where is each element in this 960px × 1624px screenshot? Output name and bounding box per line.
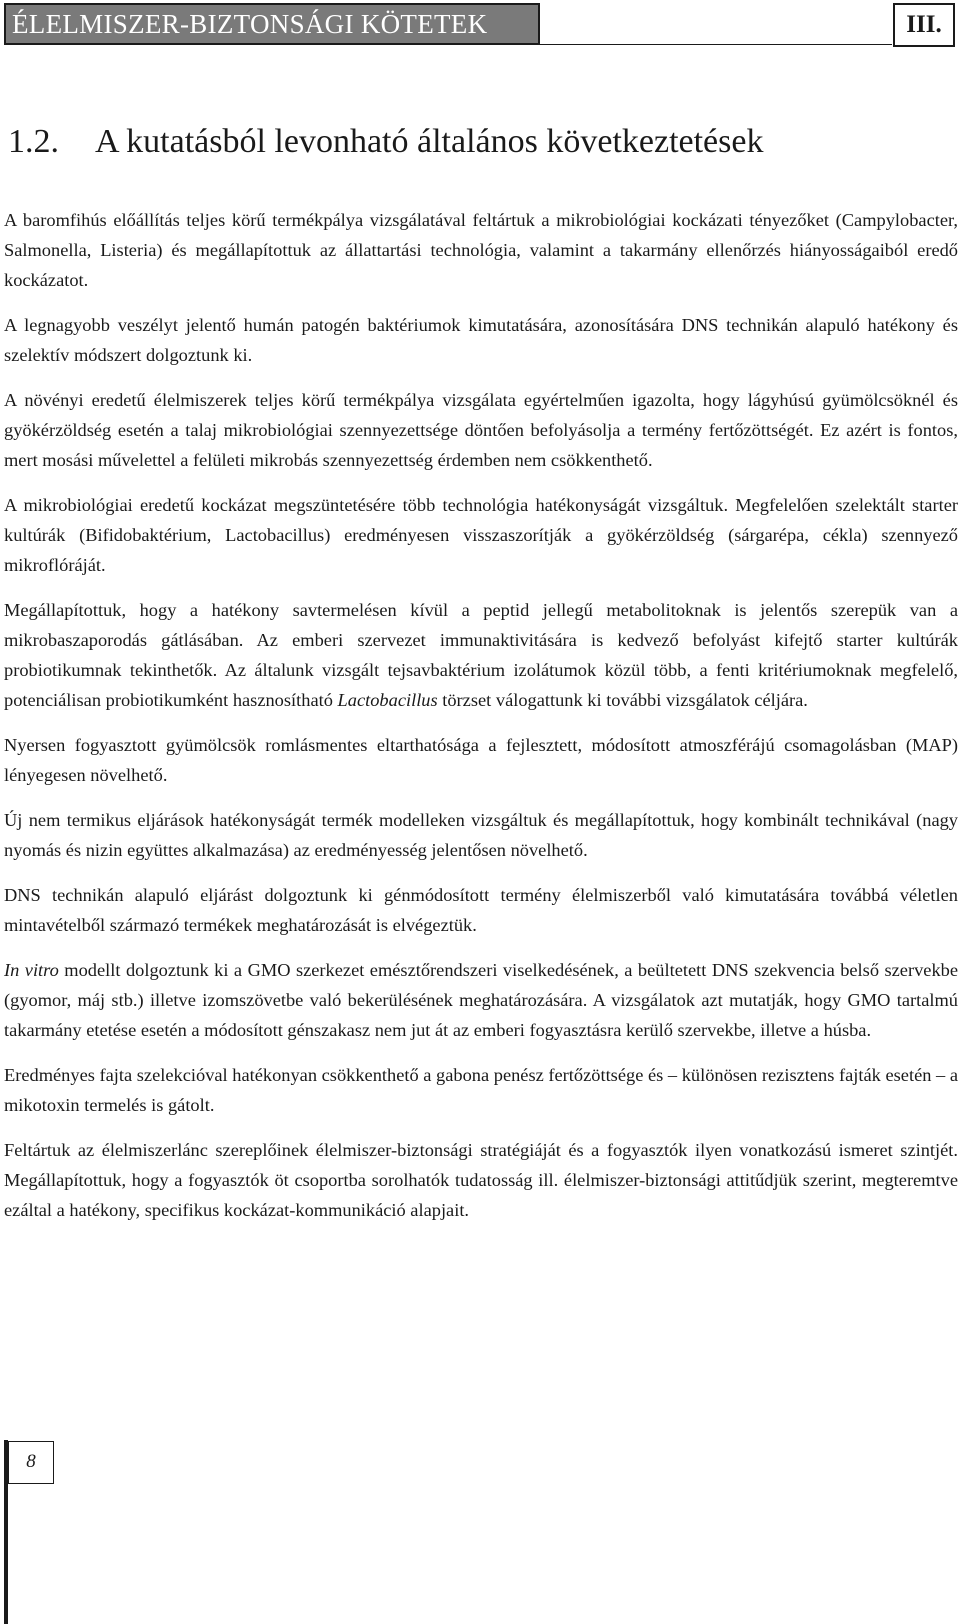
paragraph-mycotoxin: Eredményes fajta szelekcióval hatékonyan csökkenthető a gabona penész fertőzöttsége és – különösen rezisztens fajták esetén – a mikotoxin termelés is gátolt. [4, 1065, 958, 1115]
volume-number: III. [906, 11, 942, 38]
paragraph-consumers: Feltártuk az élelmiszerlánc szereplőinek élelmiszer-biztonsági stratégiáját és a fogyasztók ilyen vonatkozású ismeret szintjét. Megállapítottuk, hogy a fogyasztók öt csoportba sorolhatók tudatosság ill. élelmiszer-biztonsági attitűdjük szerint, megteremtve ezáltal a hatékony, specifikus kockázat-kommunikáció alapjait. [4, 1140, 958, 1220]
series-title-banner [4, 3, 540, 45]
body-text [4, 205, 958, 1240]
page-number-box [8, 1441, 54, 1484]
section-number: 1.2. [8, 123, 59, 160]
paragraph-probiotics-text: Megállapítottuk, hogy a hatékony savtermelésen kívül a peptid jellegű metabolitoknak is jelentős szerepük van a mikrobaszaporodás gátlásában. Az emberi szervezet immunaktivitására is kedvező befolyást kifejtő starter kultúrák probiotikumnak tekinthetők. Az általunk vizsgált tejsavbaktérium izolátumok közül több, a fenti kritériumoknak megfelelő, potenciálisan probiotikumként hasznosítható [4, 600, 958, 710]
paragraph-map-packaging: Nyersen fogyasztott gyümölcsök romlásmentes eltarthatósága a fejlesztett, módosított atmoszférájú csomagolásban (MAP) lényegesen növelhető. [4, 735, 958, 785]
paragraph-plant-foods: A növényi eredetű élelmiszerek teljes körű termékpálya vizsgálata egyértelműen igazolta, hogy lágyhúsú gyümölcsöknél és gyökérzöldség esetén a talaj mikrobiológiai szennyezettsége döntően befolyásolja a termény fertőzöttségét. Ez azért is fontos, mert mosási művelettel a felületi mikrobás szennyezettség érdemben nem csökkenthető. [4, 390, 958, 470]
paragraph-dns-pathogens: A legnagyobb veszélyt jelentő humán patogén baktériumok kimutatására, azonosítására DNS technikán alapuló hatékony és szelektív módszert dolgoztunk ki. [4, 315, 958, 365]
paragraph-probiotics-genus: Lactobacillus [337, 690, 438, 710]
header-rule [540, 44, 892, 45]
paragraph-probiotics [4, 595, 958, 715]
paragraph-in-vitro-term: In vitro [4, 960, 59, 980]
section-title: A kutatásból levonható általános következtetések [95, 123, 764, 160]
paragraph-in-vitro [4, 955, 958, 1045]
series-title: ÉLELMISZER-BIZTONSÁGI KÖTETEK [12, 9, 488, 39]
page-number: 8 [26, 1451, 36, 1472]
paragraph-probiotics-tail: törzset válogattunk ki további vizsgálatok céljára. [437, 690, 808, 710]
paragraph-starter-cultures: A mikrobiológiai eredetű kockázat megszüntetésére több technológia hatékonyságát vizsgáltuk. Megfelelően szelektált starter kultúrák (Bifidobaktérium, Lactobacillus) eredményesen visszaszorítják a gyökérzöldség (sárgarépa, cékla) szennyező mikroflóráját. [4, 495, 958, 575]
paragraph-nonthermal: Új nem termikus eljárások hatékonyságát termék modelleken vizsgáltuk és megállapítottuk, hogy kombinált technikával (nagy nyomás és nizin együttes alkalmazása) az eredményesség jelentősen növelhető. [4, 810, 958, 860]
volume-badge [893, 3, 955, 47]
paragraph-in-vitro-text: modellt dolgoztunk ki a GMO szerkezet emésztőrendszeri viselkedésének, a beültetett DNS szekvencia belső szervekbe (gyomor, máj stb.) illetve izomszövetbe való bekerülésének meghatározására. A vizsgálatok azt mutatják, hogy GMO tartalmú takarmány etetése esetén a módosított génszakasz nem jut át az emberi fogyasztásra kerülő szervekbe, illetve a húsba. [4, 960, 958, 1040]
paragraph-gmo-detection: DNS technikán alapuló eljárást dolgoztunk ki génmódosított termény élelmiszerből való kimutatására továbbá véletlen mintavételből származó termékek meghatározását is elvégeztük. [4, 885, 958, 935]
section-heading [8, 112, 763, 172]
paragraph-poultry: A baromfihús előállítás teljes körű termékpálya vizsgálatával feltártuk a mikrobiológiai kockázati tényezőket (Campylobacter, Salmonella, Listeria) és megállapítottuk az állattartási technológia, valamint a takarmány ellenőrzés hiányosságaiból eredő kockázatot. [4, 210, 958, 290]
